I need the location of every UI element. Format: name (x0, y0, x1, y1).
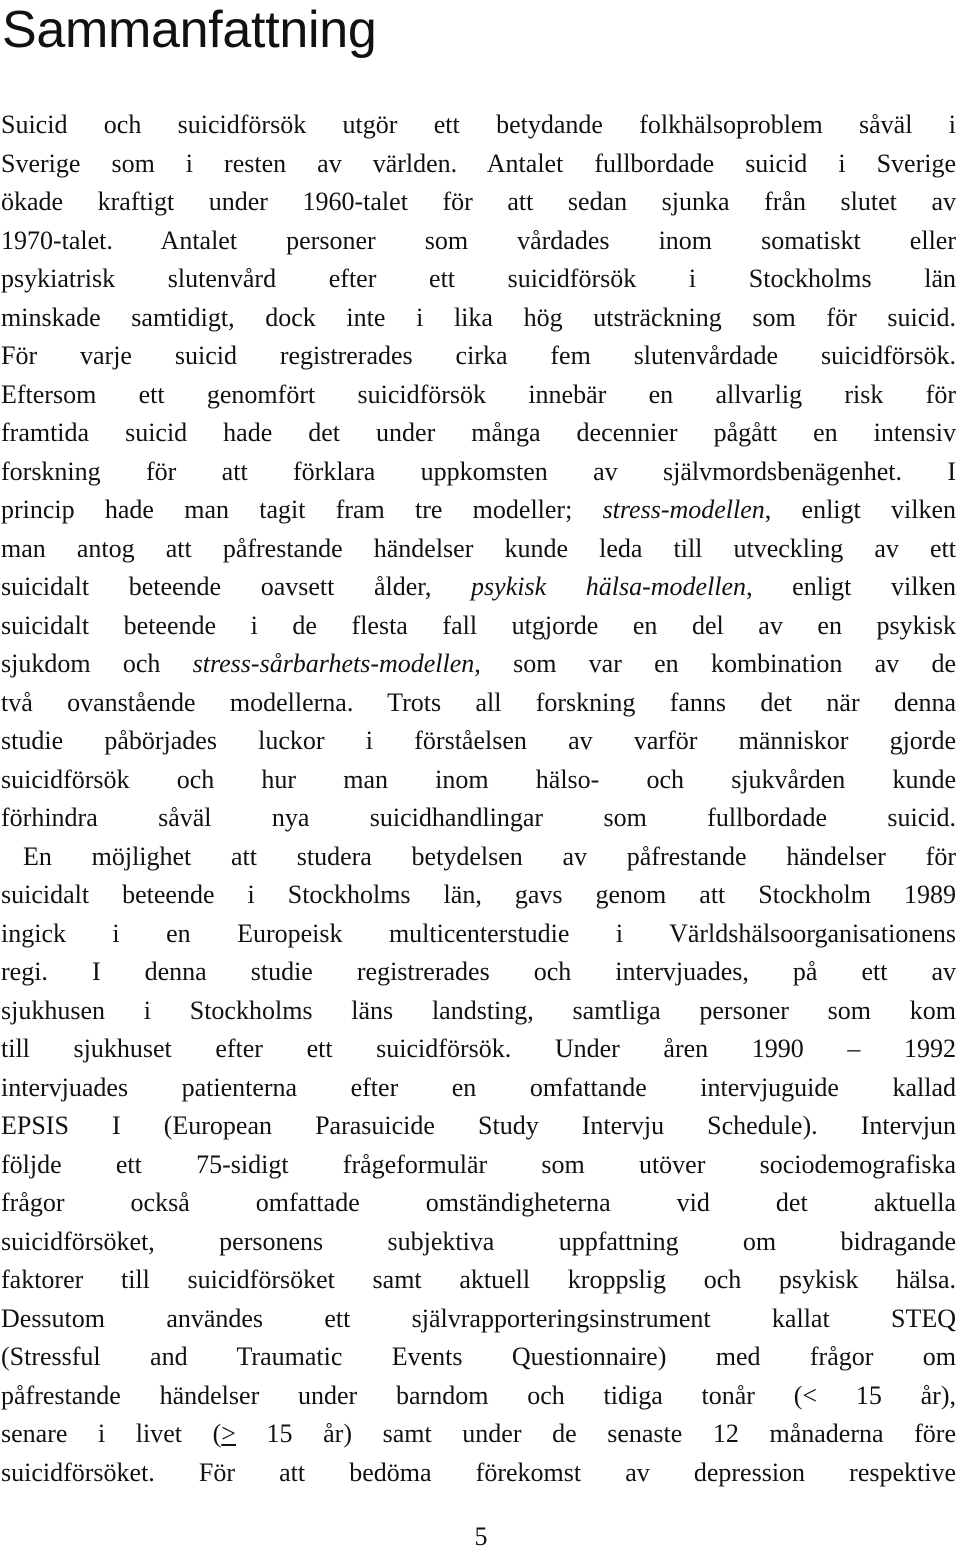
text-line: Eftersom ett genomfört suicidförsök innebär en allvarlig risk för (1, 379, 956, 409)
text-line: forskning för att förklara uppkomsten av självmordsbenägenhet. I (1, 456, 956, 486)
text-line: Sverige som i resten av världen. Antalet fullbordade suicid i Sverige (1, 148, 956, 178)
text-line: regi. I denna studie registrerades och intervjuades, på ett av (1, 957, 956, 986)
text-line: faktorer till suicidförsöket samt aktuell kroppslig och psykisk hälsa. (1, 1265, 956, 1294)
text-line: suicidförsöket, personens subjektiva uppfattning om bidragande (1, 1226, 956, 1256)
text-line: ökade kraftigt under 1960-talet för att sedan sjunka från slutet av (1, 187, 956, 216)
text-line: man antog att påfrestande händelser kunde leda till utveckling av ett (1, 533, 956, 563)
text-line: studie påbörjades luckor i förståelsen av varför människor gjorde (1, 726, 956, 755)
text-line: framtida suicid hade det under många decennier pågått en intensiv (1, 418, 956, 447)
model-name: psykisk hälsa-modellen (471, 572, 747, 601)
text-line: suicidförsök och hur man inom hälso- och sjukvården kunde (1, 764, 956, 794)
text-line: Suicid och suicidförsök utgör ett betydande folkhälsoproblem såväl i (1, 110, 956, 139)
paragraph-2 (1, 838, 956, 1493)
text-line: suicidförsöket. För att bedöma förekomst av depression respektive (1, 1457, 956, 1487)
text-line: För varje suicid registrerades cirka fem slutenvårdade suicidförsök. (1, 341, 956, 370)
text-line: ingick i en Europeisk multicenterstudie i Världshälsoorganisationens (1, 918, 956, 948)
summary-body (1, 106, 956, 1492)
model-name: stress-modellen (602, 495, 765, 524)
text-line: följde ett 75-sidigt frågeformulär som utöver sociodemografiska (1, 1149, 956, 1179)
text-line: intervjuades patienterna efter en omfattande intervjuguide kallad (1, 1072, 956, 1102)
paragraph-1 (1, 106, 956, 838)
text-line: Dessutom användes ett självrapporteringsinstrument kallat STEQ (1, 1303, 956, 1333)
text-line: psykiatrisk slutenvård efter ett suicidförsök i Stockholms län (1, 264, 956, 293)
text-line: två ovanstående modellerna. Trots all forskning fanns det när denna (1, 687, 956, 717)
text-line: frågor också omfattade omständigheterna vid det aktuella (1, 1188, 956, 1217)
text-line: sjukhusen i Stockholms läns landsting, samtliga personer som kom (1, 995, 956, 1025)
text-line: 1970-talet. Antalet personer som vårdades inom somatiskt eller (1, 225, 956, 255)
mixed-lines (1, 491, 956, 838)
text-line: förhindra såväl nya suicidhandlingar som fullbordade suicid. (1, 803, 956, 832)
text-line: (Stressful and Traumatic Events Questionnaire) med frågor om (1, 1342, 956, 1371)
text-line: minskade samtidigt, dock inte i lika hög utsträckning som för suicid. (1, 302, 956, 332)
model-name: stress-sårbarhets-modellen, (192, 649, 481, 678)
text-line: senare i livet (> 15 år) samt under de senaste 12 månaderna före (1, 1419, 956, 1448)
text-line: EPSIS I (European Parasuicide Study Intervju Schedule). Intervjun (1, 1111, 956, 1140)
text-line: En möjlighet att studera betydelsen av påfrestande händelser för (23, 841, 956, 871)
text-line: suicidalt beteende i de flesta fall utgjorde en del av en psykisk (1, 610, 956, 640)
text-line: sjukdom och stress-sårbarhets-modellen, som var en kombination av de (1, 649, 956, 678)
page-title: Sammanfattning (2, 1, 377, 59)
page-number: 5 (474, 1522, 488, 1551)
text-line: suicidalt beteende i Stockholms län, gavs genom att Stockholm 1989 (1, 880, 956, 909)
text-line: princip hade man tagit fram tre modeller; stress-modellen, enligt vilken (1, 495, 956, 524)
text-line: påfrestande händelser under barndom och tidiga tonår (< 15 år), (1, 1380, 956, 1410)
text-line: suicidalt beteende oavsett ålder, psykisk hälsa-modellen, enligt vilken (1, 572, 957, 601)
text-line: till sjukhuset efter ett suicidförsök. Under åren 1990 – 1992 (1, 1034, 956, 1063)
